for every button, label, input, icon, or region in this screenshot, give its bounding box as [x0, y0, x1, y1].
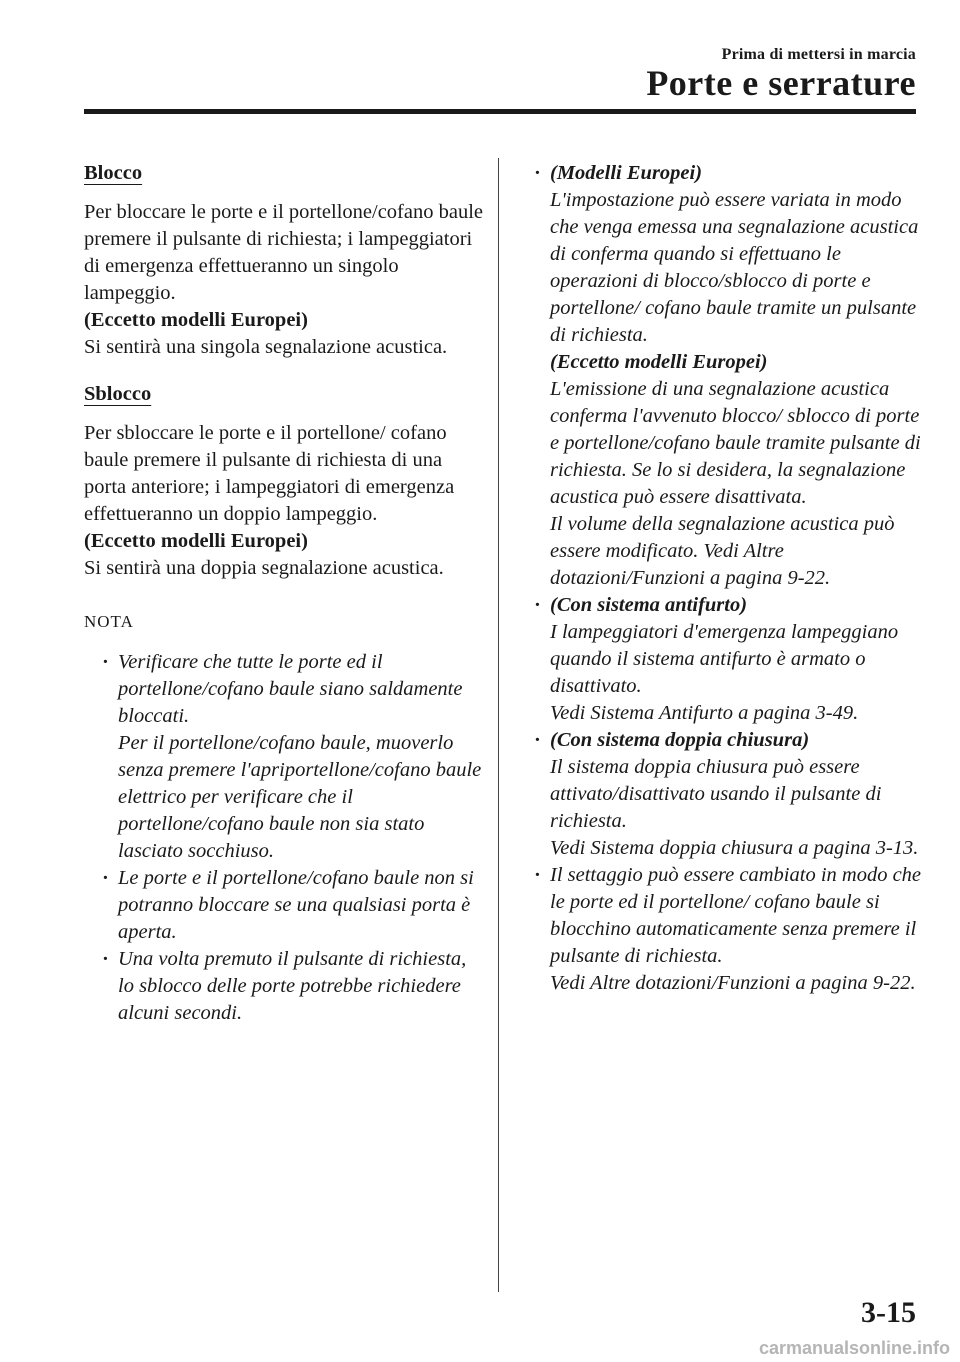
- page-number: 3-15: [861, 1296, 916, 1329]
- sblocco-body: Per sbloccare le porte e il portellone/ cofano baule premere il pulsante di richiesta di una porta anteriore; i lampeggiatori di emergenza effettueranno un doppio lampeggio.: [84, 422, 455, 525]
- item-text: L'impostazione può essere variata in modo che venga emessa una segnalazione acustica di conferma quando si effettuano le operazioni di blocco/sblocco di porte e portellone/ cofano baule tramite un pulsante di richiesta.: [550, 189, 919, 346]
- item-text: Vedi Altre dotazioni/Funzioni a pagina 9-22.: [550, 972, 916, 994]
- item-text: Il sistema doppia chiusura può essere attivato/disattivato usando il pulsante di richiesta.: [550, 756, 882, 832]
- list-item: [100, 649, 484, 865]
- list-item: [532, 160, 922, 592]
- nota-item-text: Le porte e il portellone/cofano baule non si potranno bloccare se una qualsiasi porta è aperta.: [118, 867, 474, 943]
- list-item: [532, 727, 922, 862]
- item-text: I lampeggiatori d'emergenza lampeggiano quando il sistema antifurto è armato o disattivato.: [550, 621, 899, 697]
- nota-item-text: Per il portellone/cofano baule, muoverlo senza premere l'apriportellone/cofano baule elettrico per verificare che il portellone/cofano baule non sia stato lasciato socchiuso.: [118, 732, 482, 862]
- page-title: Porte e serrature: [646, 63, 916, 103]
- item-text: Il settaggio può essere cambiato in modo che le porte ed il portellone/ cofano baule si blocchino automaticamente senza premere il pulsante di richiesta.: [550, 864, 922, 967]
- right-column: [532, 160, 922, 997]
- header-rule: [84, 109, 916, 114]
- column-divider: [498, 158, 499, 1292]
- item-text: Vedi Sistema Antifurto a pagina 3-49.: [550, 702, 859, 724]
- list-item: [100, 946, 484, 1027]
- item-text: Vedi Sistema doppia chiusura a pagina 3-13.: [550, 837, 919, 859]
- sblocco-note-text: Si sentirà una doppia segnalazione acustica.: [84, 557, 444, 579]
- item-text: Il volume della segnalazione acustica può essere modificato. Vedi Altre dotazioni/Funzioni a pagina 9-22.: [550, 513, 895, 589]
- left-column: [84, 160, 484, 1027]
- list-item: [532, 592, 922, 727]
- item-label: (Con sistema antifurto): [550, 594, 748, 616]
- nota-item-text: Una volta premuto il pulsante di richiesta, lo sblocco delle porte potrebbe richiedere alcuni secondi.: [118, 948, 467, 1024]
- list-item: [532, 862, 922, 997]
- blocco-note-text: Si sentirà una singola segnalazione acustica.: [84, 336, 448, 358]
- item-text: L'emissione di una segnalazione acustica conferma l'avvenuto blocco/ sblocco di porte e portellone/cofano baule tramite pulsante di richiesta. Se lo si desidera, la segnalazione acustica può essere disattivata.: [550, 378, 921, 508]
- heading-blocco: Blocco: [84, 162, 143, 184]
- watermark: carmanualsonline.info: [758, 1338, 950, 1358]
- section-subtitle: Prima di mettersi in marcia: [721, 46, 916, 63]
- blocco-note-label: (Eccetto modelli Europei): [84, 309, 308, 331]
- sblocco-note-label: (Eccetto modelli Europei): [84, 530, 308, 552]
- heading-sblocco: Sblocco: [84, 383, 152, 405]
- nota-list: [84, 649, 484, 1027]
- item-label: (Con sistema doppia chiusura): [550, 729, 810, 751]
- nota-list-continued: [532, 160, 922, 997]
- item-label: (Eccetto modelli Europei): [550, 351, 768, 373]
- item-label: (Modelli Europei): [550, 162, 703, 184]
- nota-label: NOTA: [84, 612, 134, 631]
- nota-item-text: Verificare che tutte le porte ed il portellone/cofano baule siano saldamente bloccati.: [118, 651, 463, 727]
- list-item: [100, 865, 484, 946]
- blocco-body: Per bloccare le porte e il portellone/cofano baule premere il pulsante di richiesta; i lampeggiatori di emergenza effettueranno un singolo lampeggio.: [84, 201, 483, 304]
